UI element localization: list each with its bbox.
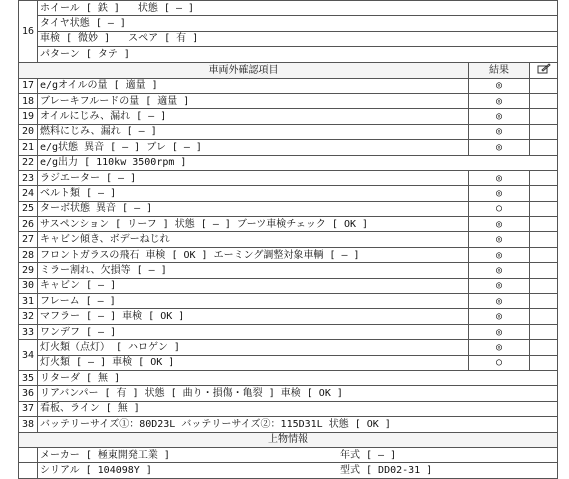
row-number: 33 <box>19 324 38 339</box>
item-text: ブレーキフルードの量 [ 適量 ] <box>38 93 469 108</box>
row-number: 28 <box>19 247 38 262</box>
serial-field: シリアル [ 104098Y ] <box>40 465 152 477</box>
item-text: ワンデフ [ ― ] <box>38 324 469 339</box>
item-text: バッテリーサイズ①：80D23L バッテリーサイズ②：115D31L 状態 [ OK ] <box>38 417 558 432</box>
table-row <box>19 155 558 170</box>
item-text: 灯火類 [ ― ] 車検 [ OK ] <box>38 355 469 370</box>
blank-cell <box>530 217 558 232</box>
result-mark: ◎ <box>469 124 530 139</box>
blank-cell <box>530 309 558 324</box>
blank-cell <box>530 186 558 201</box>
result-mark: ◎ <box>469 78 530 93</box>
table-row <box>19 386 558 401</box>
item-text: 燃料にじみ、漏れ [ ― ] <box>38 124 469 139</box>
item-text: マフラー [ ― ] 車検 [ OK ] <box>38 309 469 324</box>
row-number: 38 <box>19 417 38 432</box>
result-mark: ◎ <box>469 278 530 293</box>
blank-cell <box>19 463 38 478</box>
item-text: キャビン傾き、ボデーねじれ <box>38 232 469 247</box>
row-number: 29 <box>19 263 38 278</box>
row-number: 21 <box>19 140 38 155</box>
table-row <box>19 247 558 262</box>
result-mark: ◎ <box>469 217 530 232</box>
row-number: 30 <box>19 278 38 293</box>
item-text: フレーム [ ― ] <box>38 294 469 309</box>
result-mark: ◎ <box>469 309 530 324</box>
table-row <box>19 324 558 339</box>
row-number: 27 <box>19 232 38 247</box>
result-header: 結果 <box>469 62 530 78</box>
result-mark: ◎ <box>469 324 530 339</box>
result-mark: ◎ <box>469 263 530 278</box>
item-text: フロントガラスの飛石 車検 [ OK ] エーミング調整対象車輌 [ ― ] <box>38 247 469 262</box>
table-row <box>19 447 558 462</box>
item-text: 灯火類（点灯） [ ハロゲン ] <box>38 340 469 355</box>
table-row <box>19 417 558 432</box>
model-field: 型式 [ DD02-31 ] <box>340 465 433 477</box>
table-row <box>19 463 558 478</box>
table-row <box>19 186 558 201</box>
table-row <box>19 370 558 385</box>
result-mark: ◎ <box>469 232 530 247</box>
result-mark: ◎ <box>469 294 530 309</box>
row-number: 16 <box>19 1 38 63</box>
result-mark: ◎ <box>469 140 530 155</box>
blank-cell <box>530 170 558 185</box>
result-mark: ○ <box>469 355 530 370</box>
table-row <box>19 217 558 232</box>
row-number: 26 <box>19 217 38 232</box>
row-number: 34 <box>19 340 38 371</box>
item-text: 看板、ライン [ 無 ] <box>38 401 558 416</box>
upper-info-line <box>38 463 558 478</box>
item-text: キャビン [ ― ] <box>38 278 469 293</box>
table-row <box>19 201 558 216</box>
blank-cell <box>530 78 558 93</box>
item-text: オイルにじみ、漏れ [ ― ] <box>38 109 469 124</box>
upper-info-title: 上物情報 <box>19 432 558 447</box>
row-number: 35 <box>19 370 38 385</box>
spare-field: スペア [ 有 ] <box>128 33 199 45</box>
item-text: e/g出力 [ 110kw 3500rpm ] <box>38 155 558 170</box>
inspection-spare-line <box>38 31 558 46</box>
blank-cell <box>530 340 558 355</box>
table-row <box>19 109 558 124</box>
blank-cell <box>19 447 38 462</box>
item-text: e/g状態 異音 [ ― ] ブレ [ ― ] <box>38 140 469 155</box>
row-number: 19 <box>19 109 38 124</box>
blank-cell <box>530 355 558 370</box>
tire-status-field: タイヤ状態 [ ― ] <box>40 18 126 30</box>
row-number: 32 <box>19 309 38 324</box>
inspection-sheet <box>18 0 558 479</box>
row-number: 22 <box>19 155 38 170</box>
blank-cell <box>530 232 558 247</box>
wheel-line <box>38 1 558 16</box>
upper-info-line <box>38 447 558 462</box>
item-text: ベルト類 [ ― ] <box>38 186 469 201</box>
row-number: 24 <box>19 186 38 201</box>
table-row <box>19 140 558 155</box>
row-number: 37 <box>19 401 38 416</box>
result-mark: ◎ <box>469 247 530 262</box>
pattern-line <box>38 47 558 62</box>
result-mark: ○ <box>469 201 530 216</box>
row-number: 36 <box>19 386 38 401</box>
table-row <box>19 263 558 278</box>
result-mark: ◎ <box>469 93 530 108</box>
table-row <box>19 278 558 293</box>
table-row <box>19 93 558 108</box>
row-number: 31 <box>19 294 38 309</box>
table-row <box>19 401 558 416</box>
table-row <box>19 294 558 309</box>
pattern-field: パターン [ タテ ] <box>40 48 130 60</box>
blank-cell <box>530 278 558 293</box>
result-mark: ◎ <box>469 109 530 124</box>
blank-cell <box>530 201 558 216</box>
item-text: ターボ状態 異音 [ ― ] <box>38 201 469 216</box>
wheel-status-field: 状態 [ ― ] <box>137 2 195 14</box>
section-title: 車両外確認項目 <box>19 62 469 78</box>
blank-cell <box>530 124 558 139</box>
blank-cell <box>530 140 558 155</box>
row-number: 17 <box>19 78 38 93</box>
blank-cell <box>530 324 558 339</box>
wheel-field: ホイール [ 鉄 ] <box>40 2 120 14</box>
year-field: 年式 [ ― ] <box>340 449 397 461</box>
table-row <box>19 170 558 185</box>
row-number: 18 <box>19 93 38 108</box>
item-text: サスペンション [ リーフ ] 状態 [ ― ] ブーツ車検チェック [ OK ] <box>38 217 469 232</box>
table-row <box>19 309 558 324</box>
item-text: ミラー割れ、欠損等 [ ― ] <box>38 263 469 278</box>
blank-cell <box>530 109 558 124</box>
table-row <box>19 78 558 93</box>
table-row <box>19 124 558 139</box>
row-number: 20 <box>19 124 38 139</box>
inspection-field: 車検 [ 微妙 ] <box>40 33 111 45</box>
item-text: ラジエーター [ ― ] <box>38 170 469 185</box>
table-row <box>19 340 558 355</box>
result-mark: ◎ <box>469 186 530 201</box>
blank-cell <box>530 93 558 108</box>
tire-status-line <box>38 16 558 31</box>
edit-icon-glyph <box>537 63 551 74</box>
result-mark: ◎ <box>469 170 530 185</box>
edit-icon[interactable] <box>530 62 558 78</box>
item-text: リアバンパー [ 有 ] 状態 [ 曲り・損傷・亀裂 ] 車検 [ OK ] <box>38 386 558 401</box>
blank-cell <box>530 263 558 278</box>
maker-field: メーカー [ 極東開発工業 ] <box>40 449 170 461</box>
table-row <box>19 355 558 370</box>
table-row <box>19 232 558 247</box>
item-text: リターダ [ 無 ] <box>38 370 558 385</box>
row-number: 25 <box>19 201 38 216</box>
blank-cell <box>530 247 558 262</box>
row-number: 23 <box>19 170 38 185</box>
blank-cell <box>530 294 558 309</box>
item-text: e/gオイルの量 [ 適量 ] <box>38 78 469 93</box>
result-mark: ◎ <box>469 340 530 355</box>
